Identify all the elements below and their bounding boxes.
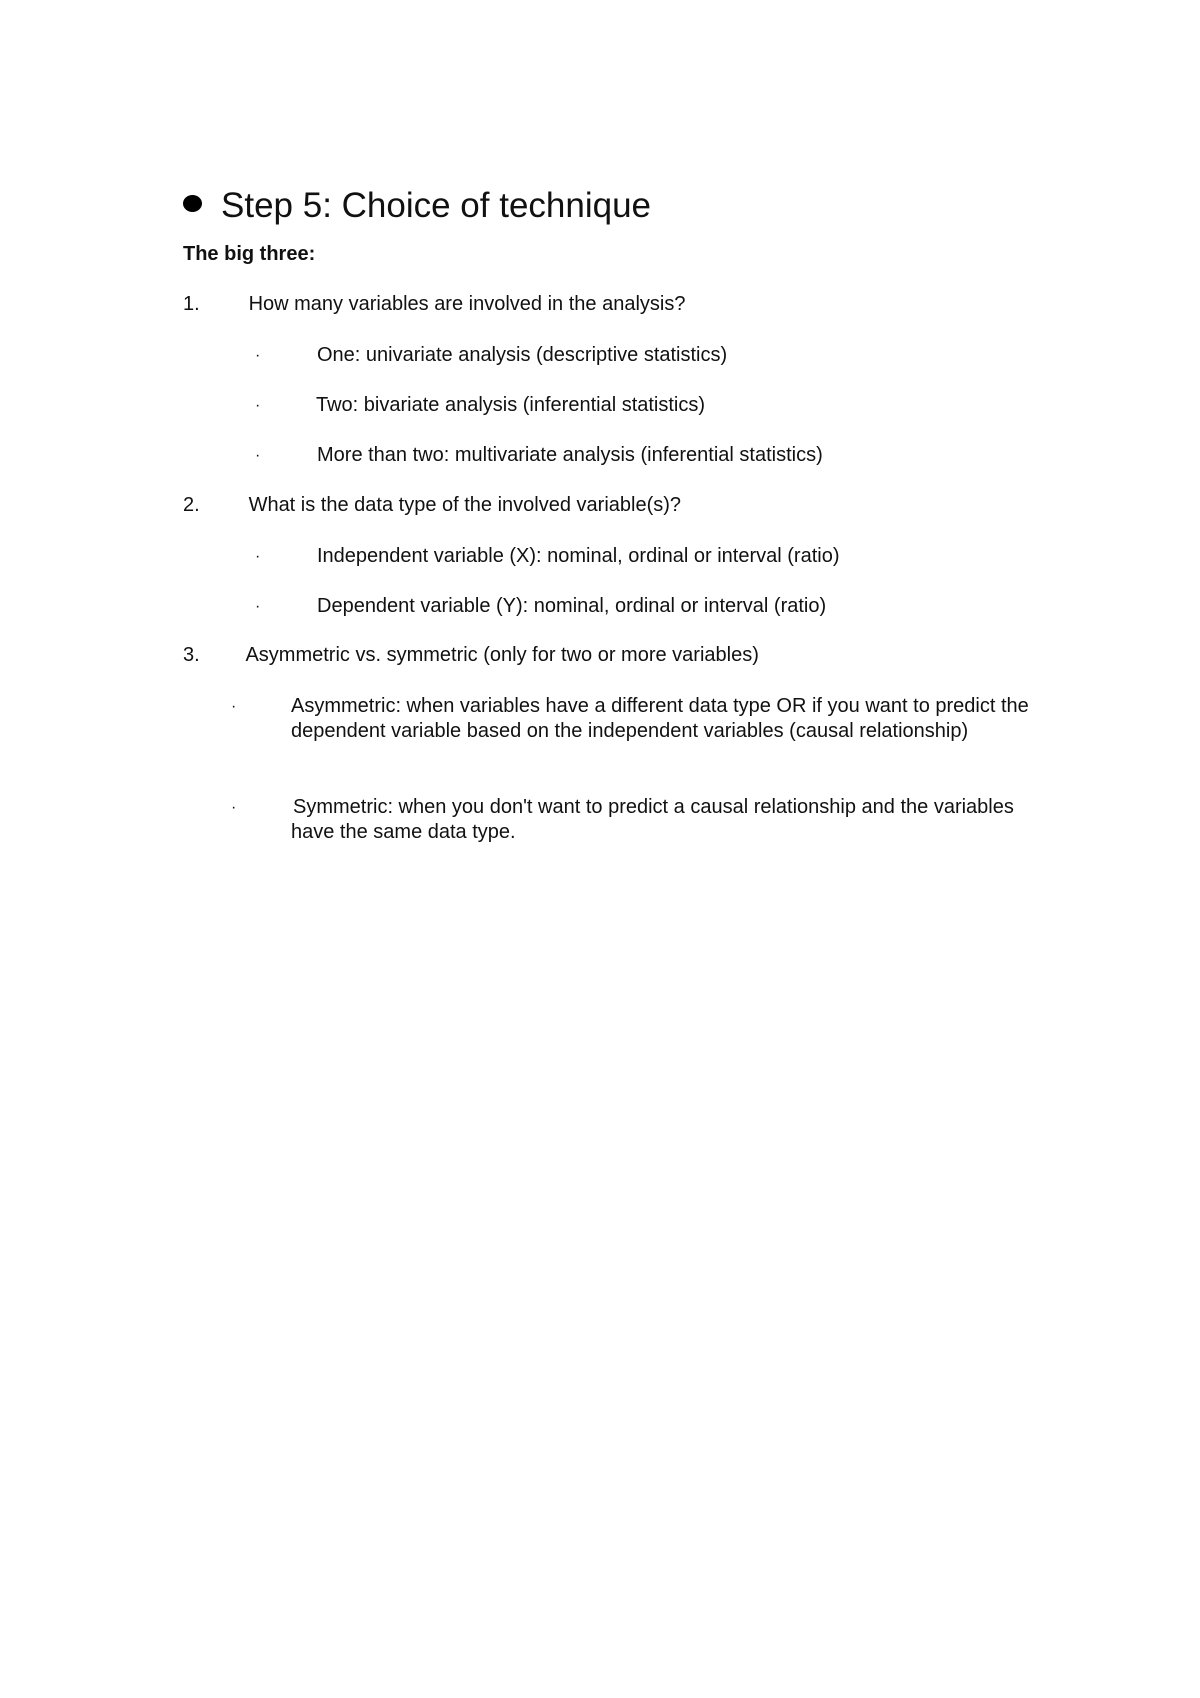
sub-item-text: Symmetric: when you don't want to predict a causal relationship and the variables have the same data type. (291, 796, 1014, 843)
sub-item-text: Dependent variable (Y): nominal, ordinal or interval (ratio) (317, 595, 827, 617)
sub-bullet-icon: · (255, 447, 261, 464)
sub-item-text: Two: bivariate analysis (inferential statistics) (316, 394, 706, 416)
sub-bullet-icon: · (255, 598, 261, 615)
item-number: 3. (183, 644, 200, 666)
item-number: 1. (183, 293, 200, 315)
item-text: Asymmetric vs. symmetric (only for two or more variables) (245, 644, 759, 666)
section-title: Step 5: Choice of technique (221, 186, 652, 225)
sub-item-text: Asymmetric: when variables have a different data type OR if you want to predict the dependent variable based on the independent variables (causal relationship) (291, 695, 1029, 742)
numbered-item-2 (183, 494, 681, 517)
sub-item-2-1 (255, 544, 1035, 569)
sub-item-1-2 (255, 393, 1035, 418)
sub-item-2-2 (255, 594, 1035, 619)
numbered-item-3 (183, 644, 759, 667)
sub-bullet-icon: · (231, 698, 237, 715)
item-text: How many variables are involved in the analysis? (248, 293, 686, 315)
item-text: What is the data type of the involved variable(s)? (248, 494, 682, 516)
item-number: 2. (183, 494, 200, 516)
sub-bullet-icon: · (255, 347, 261, 364)
sub-item-1-1 (255, 343, 1035, 368)
sub-item-text: Independent variable (X): nominal, ordinal or interval (ratio) (317, 545, 840, 567)
sub-item-text: More than two: multivariate analysis (inferential statistics) (317, 444, 823, 466)
section-heading (183, 186, 651, 226)
sub-bullet-icon: · (255, 397, 261, 414)
sub-bullet-icon: · (231, 799, 237, 816)
subheading: The big three: (183, 243, 316, 265)
sub-item-text: One: univariate analysis (descriptive statistics) (317, 344, 728, 366)
sub-item-3-2 (231, 795, 1045, 845)
numbered-item-1 (183, 293, 685, 316)
bullet-icon (183, 195, 202, 212)
sub-item-1-3 (255, 443, 1035, 468)
sub-item-3-1 (231, 694, 1045, 744)
sub-bullet-icon: · (255, 548, 261, 565)
